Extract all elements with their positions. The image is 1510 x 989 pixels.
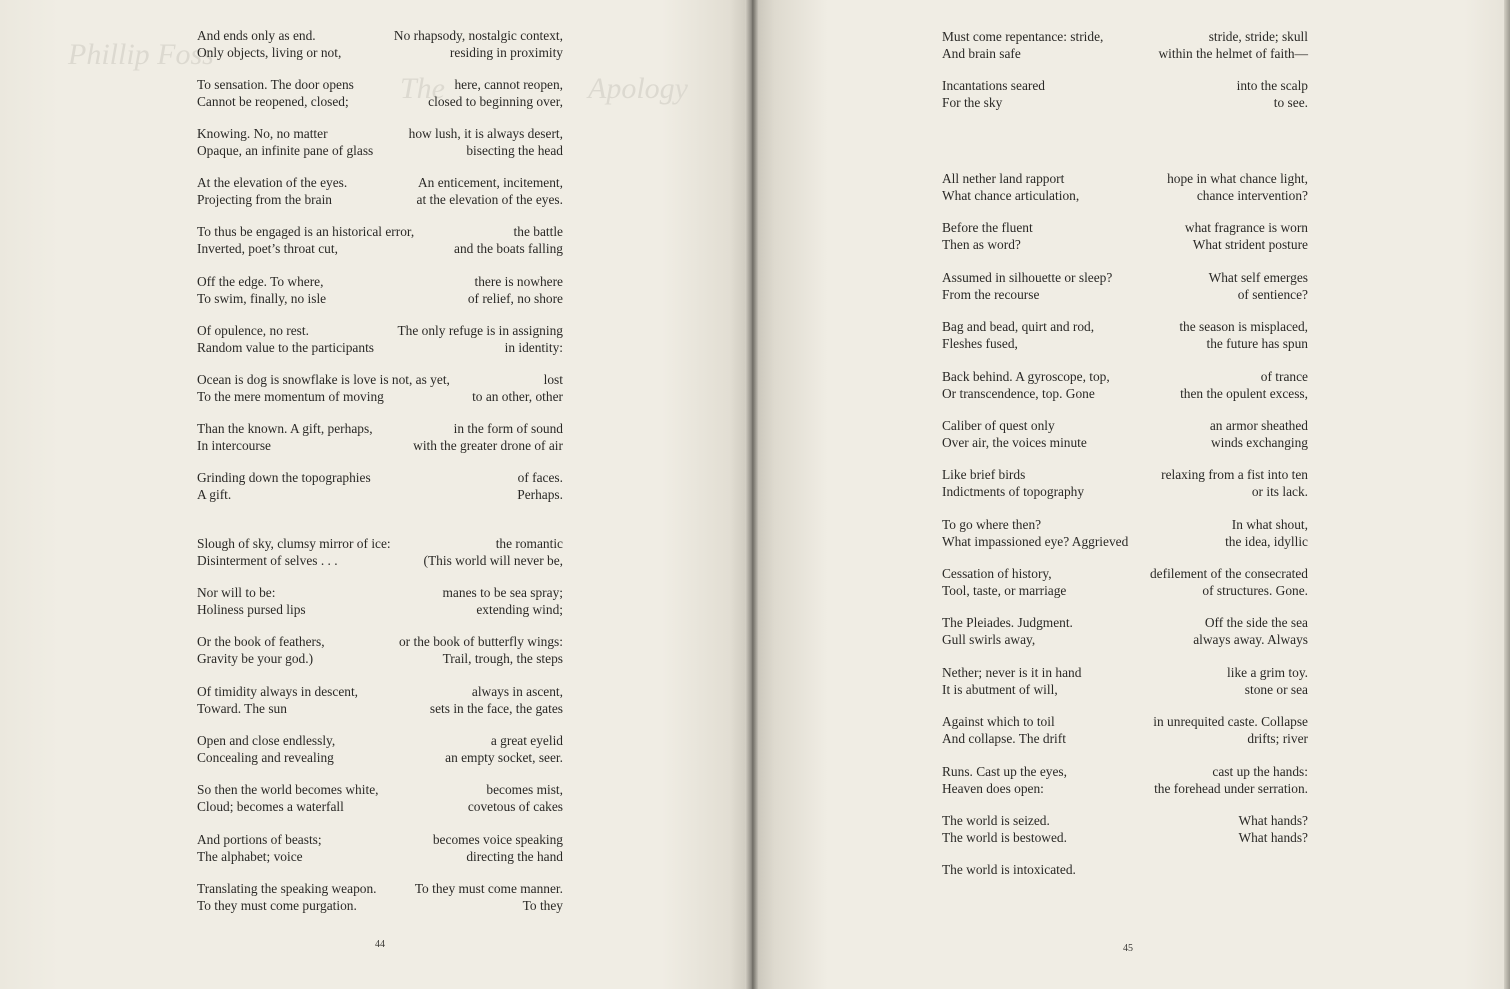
poem-line (942, 861, 1308, 878)
line-right-text: in the form of sound (453, 421, 563, 436)
stanza (942, 664, 1308, 698)
line-right-text: an armor sheathed (1209, 418, 1308, 433)
line-left-text: Ocean is dog is snowflake is love is not, as yet, (197, 372, 450, 387)
line-right-text: the romantic (495, 536, 563, 551)
line-left-text: Nether; never is it in hand (942, 665, 1082, 680)
line-left-text: What impassioned eye? Aggrieved (942, 534, 1129, 549)
stanza (942, 614, 1308, 648)
poem-line (942, 417, 1308, 434)
stanza (942, 318, 1308, 352)
line-right-text: of sentience? (1237, 287, 1308, 302)
line-left-text: Fleshes fused, (942, 336, 1018, 351)
stanza (942, 861, 1308, 878)
stanza (197, 781, 563, 815)
poem-line (197, 240, 563, 257)
show-through-the: The (400, 72, 445, 105)
poem-line (197, 897, 563, 914)
line-right-text: What strident posture (1192, 237, 1308, 252)
poem-line (197, 749, 563, 766)
line-right-text: how lush, it is always desert, (408, 126, 563, 141)
page-edge (1504, 0, 1510, 989)
stanza (942, 516, 1308, 550)
poem-line (942, 286, 1308, 303)
line-right-text: like a grim toy. (1227, 665, 1308, 680)
poem-line (942, 434, 1308, 451)
line-left-text: To they must come purgation. (197, 898, 357, 913)
stanza (197, 584, 563, 618)
poem-line (942, 466, 1308, 483)
poem-line (942, 368, 1308, 385)
line-right-text: In what shout, (1231, 517, 1308, 532)
line-left-text: Than the known. A gift, perhaps, (197, 421, 373, 436)
line-right-text: at the elevation of the eyes. (416, 192, 563, 207)
poem-line (942, 812, 1308, 829)
line-left-text: Concealing and revealing (197, 750, 334, 765)
line-right-text: closed to beginning over, (428, 94, 563, 109)
poem-line (197, 437, 563, 454)
line-left-text: To go where then? (942, 517, 1042, 532)
line-left-text: Tool, taste, or marriage (942, 583, 1067, 598)
poem-line (942, 780, 1308, 797)
poem-line (197, 191, 563, 208)
poem-line (942, 385, 1308, 402)
stanza (197, 27, 563, 61)
line-left-text: Then as word? (942, 237, 1021, 252)
line-left-text: Open and close endlessly, (197, 733, 336, 748)
line-left-text: Must come repentance: stride, (942, 29, 1104, 44)
line-left-text: Knowing. No, no matter (197, 126, 328, 141)
line-left-text: Cessation of history, (942, 566, 1052, 581)
line-left-text: All nether land rapport (942, 171, 1065, 186)
stanza (942, 77, 1308, 111)
poem-line (942, 681, 1308, 698)
poem-line (197, 76, 563, 93)
stanza (197, 322, 563, 356)
stanza (942, 170, 1308, 204)
poem-line (197, 848, 563, 865)
line-right-text: becomes mist, (486, 782, 563, 797)
line-right-text: what fragrance is worn (1184, 220, 1308, 235)
line-right-text: The only refuge is in assigning (397, 323, 563, 338)
line-left-text: Slough of sky, clumsy mirror of ice: (197, 536, 391, 551)
stanza (197, 469, 563, 503)
poem-line (942, 77, 1308, 94)
line-left-text: To swim, finally, no isle (197, 291, 327, 306)
stanza (942, 466, 1308, 500)
line-right-text: the future has spun (1206, 336, 1308, 351)
poem-line (942, 713, 1308, 730)
line-left-text: Bag and bead, quirt and rod, (942, 319, 1095, 334)
line-right-text: of faces. (517, 470, 563, 485)
poem-line (197, 420, 563, 437)
stanza (942, 269, 1308, 303)
poem-line (942, 614, 1308, 631)
poem-line (942, 170, 1308, 187)
line-left-text: Projecting from the brain (197, 192, 332, 207)
poem-line (197, 633, 563, 650)
line-left-text: Against which to toil (942, 714, 1055, 729)
line-left-text: And ends only as end. (197, 28, 316, 43)
poem-line (197, 683, 563, 700)
line-left-text: Opaque, an infinite pane of glass (197, 143, 374, 158)
line-right-text: Perhaps. (517, 487, 563, 502)
stanza (942, 417, 1308, 451)
book-gutter (745, 0, 759, 989)
stanza (197, 683, 563, 717)
poem-line (197, 44, 563, 61)
poem-line (942, 533, 1308, 550)
stanza (197, 273, 563, 307)
show-through-apology: Apology (588, 72, 688, 105)
line-left-text: To sensation. The door opens (197, 77, 354, 92)
line-right-text: chance intervention? (1196, 188, 1308, 203)
line-left-text: At the elevation of the eyes. (197, 175, 348, 190)
line-left-text: What chance articulation, (942, 188, 1080, 203)
poem-line (197, 831, 563, 848)
line-right-text: An enticement, incitement, (417, 175, 563, 190)
poem-line (197, 650, 563, 667)
stanza (942, 565, 1308, 599)
line-right-text: sets in the face, the gates (429, 701, 563, 716)
line-right-text: of trance (1260, 369, 1308, 384)
poem-line (197, 273, 563, 290)
line-left-text: Only objects, living or not, (197, 45, 342, 60)
poem-line (197, 798, 563, 815)
line-left-text: And collapse. The drift (942, 731, 1066, 746)
line-right-text: manes to be sea spray; (442, 585, 563, 600)
show-through-author: Phillip Foss (68, 38, 214, 71)
line-right-text: stone or sea (1244, 682, 1308, 697)
line-right-text: within the helmet of faith— (1158, 46, 1308, 61)
line-left-text: Translating the speaking weapon. (197, 881, 377, 896)
line-left-text: Or transcendence, top. Gone (942, 386, 1095, 401)
line-left-text: Indictments of topography (942, 484, 1085, 499)
line-right-text: Off the side the sea (1204, 615, 1308, 630)
line-right-text: What self emerges (1208, 270, 1308, 285)
line-left-text: Gravity be your god.) (197, 651, 314, 666)
line-right-text: covetous of cakes (467, 799, 563, 814)
line-right-text: What hands? (1238, 830, 1308, 845)
poem-line (197, 486, 563, 503)
poem-line (942, 236, 1308, 253)
poem-line (942, 187, 1308, 204)
poem-line (942, 483, 1308, 500)
poem-line (197, 223, 563, 240)
poem-line (197, 584, 563, 601)
stanza (197, 125, 563, 159)
line-right-text: drifts; river (1247, 731, 1308, 746)
poem-line (942, 829, 1308, 846)
line-left-text: The world is bestowed. (942, 830, 1067, 845)
line-left-text: And brain safe (942, 46, 1021, 61)
stanza (197, 880, 563, 914)
line-right-text: winds exchanging (1210, 435, 1308, 450)
line-left-text: And portions of beasts; (197, 832, 322, 847)
line-left-text: Runs. Cast up the eyes, (942, 764, 1067, 779)
poem-line (197, 290, 563, 307)
poem-line (197, 880, 563, 897)
line-left-text: Gull swirls away, (942, 632, 1036, 647)
line-right-text: the battle (513, 224, 563, 239)
line-right-text: the season is misplaced, (1179, 319, 1308, 334)
line-left-text: Heaven does open: (942, 781, 1044, 796)
poem-line (197, 322, 563, 339)
stanza (942, 219, 1308, 253)
line-left-text: Off the edge. To where, (197, 274, 324, 289)
line-left-text: Over air, the voices minute (942, 435, 1087, 450)
poem-line (942, 664, 1308, 681)
line-left-text: Back behind. A gyroscope, top, (942, 369, 1110, 384)
poem-line (942, 28, 1308, 45)
line-right-text: or its lack. (1251, 484, 1308, 499)
line-left-text: The world is seized. (942, 813, 1050, 828)
line-left-text: Grinding down the topographies (197, 470, 371, 485)
poem-line (197, 125, 563, 142)
line-right-text: (This world will never be, (423, 553, 563, 568)
stanza (197, 76, 563, 110)
line-right-text: to an other, other (472, 389, 563, 404)
stanza (942, 713, 1308, 747)
stanza (197, 535, 563, 569)
poem-line (197, 174, 563, 191)
left-page (0, 0, 752, 989)
line-right-text: cast up the hands: (1212, 764, 1308, 779)
line-right-text: then the opulent excess, (1180, 386, 1308, 401)
poem-line (942, 565, 1308, 582)
poem-line (942, 631, 1308, 648)
line-left-text: To thus be engaged is an historical error, (197, 224, 415, 239)
line-left-text: Disinterment of selves . . . (197, 553, 338, 568)
page-number-left: 44 (375, 939, 385, 950)
poem-line (942, 318, 1308, 335)
stanza (942, 368, 1308, 402)
poem-line (197, 552, 563, 569)
line-left-text: Assumed in silhouette or sleep? (942, 270, 1113, 285)
line-left-text: Holiness pursed lips (197, 602, 306, 617)
line-left-text: To the mere momentum of moving (197, 389, 384, 404)
line-left-text: Nor will to be: (197, 585, 276, 600)
line-left-text: Like brief birds (942, 467, 1026, 482)
line-left-text: Caliber of quest only (942, 418, 1055, 433)
line-right-text: and the boats falling (454, 241, 563, 256)
right-page (752, 0, 1510, 989)
poem-line (197, 339, 563, 356)
line-right-text: bisecting the head (466, 143, 563, 158)
poem-line (942, 335, 1308, 352)
line-right-text: What hands? (1238, 813, 1308, 828)
poem-line (197, 142, 563, 159)
line-left-text: In intercourse (197, 438, 271, 453)
line-left-text: Toward. The sun (197, 701, 287, 716)
line-right-text: defilement of the consecrated (1149, 566, 1308, 581)
poem-line (197, 601, 563, 618)
poem-line (197, 732, 563, 749)
poem-line (942, 730, 1308, 747)
line-right-text: with the greater drone of air (413, 438, 563, 453)
line-right-text: there is nowhere (474, 274, 563, 289)
line-right-text: the idea, idyllic (1225, 534, 1308, 549)
line-right-text: always away. Always (1193, 632, 1308, 647)
line-right-text: or the book of butterfly wings: (398, 634, 563, 649)
line-left-text: Cloud; becomes a waterfall (197, 799, 344, 814)
poem-line (942, 269, 1308, 286)
line-right-text: an empty socket, seer. (445, 750, 563, 765)
line-right-text: To they (522, 898, 563, 913)
poem-line (942, 516, 1308, 533)
line-left-text: From the recourse (942, 287, 1040, 302)
line-right-text: relaxing from a fist into ten (1161, 467, 1308, 482)
line-right-text: always in ascent, (471, 684, 563, 699)
poem-line (942, 94, 1308, 111)
poem-line (197, 371, 563, 388)
stanza (942, 763, 1308, 797)
poem-line (942, 219, 1308, 236)
line-right-text: into the scalp (1236, 78, 1308, 93)
line-left-text: Before the fluent (942, 220, 1033, 235)
line-right-text: a great eyelid (490, 733, 563, 748)
line-right-text: of structures. Gone. (1202, 583, 1308, 598)
poem-line (197, 93, 563, 110)
line-right-text: here, cannot reopen, (454, 77, 563, 92)
line-right-text: of relief, no shore (467, 291, 563, 306)
stanza (942, 28, 1308, 62)
line-left-text: The world is intoxicated. (942, 862, 1076, 877)
line-left-text: Inverted, poet’s throat cut, (197, 241, 338, 256)
line-right-text: hope in what chance light, (1167, 171, 1308, 186)
line-left-text: The Pleiades. Judgment. (942, 615, 1073, 630)
line-right-text: No rhapsody, nostalgic context, (393, 28, 563, 43)
stanza (197, 174, 563, 208)
stanza (197, 732, 563, 766)
poem-line (197, 27, 563, 44)
line-right-text: residing in proximity (449, 45, 563, 60)
stanza (942, 812, 1308, 846)
line-left-text: So then the world becomes white, (197, 782, 379, 797)
line-right-text: the forehead under serration. (1154, 781, 1308, 796)
line-left-text: Of opulence, no rest. (197, 323, 309, 338)
line-right-text: extending wind; (476, 602, 563, 617)
stanza (197, 633, 563, 667)
line-left-text: The alphabet; voice (197, 849, 303, 864)
line-left-text: For the sky (942, 95, 1003, 110)
line-right-text: stride, stride; skull (1208, 29, 1308, 44)
stanza (197, 420, 563, 454)
stanza (197, 223, 563, 257)
poem-line (197, 700, 563, 717)
stanza (197, 371, 563, 405)
line-left-text: A gift. (197, 487, 232, 502)
poem-line (197, 469, 563, 486)
line-right-text: Trail, trough, the steps (442, 651, 563, 666)
line-left-text: Of timidity always in descent, (197, 684, 359, 699)
stanza (197, 831, 563, 865)
poem-line (942, 763, 1308, 780)
poem-line (942, 582, 1308, 599)
line-right-text: in identity: (504, 340, 563, 355)
line-right-text: becomes voice speaking (432, 832, 563, 847)
line-right-text: directing the hand (466, 849, 563, 864)
page-number-right: 45 (1123, 943, 1133, 954)
line-right-text: To they must come manner. (414, 881, 563, 896)
poem-line (197, 388, 563, 405)
line-left-text: Random value to the participants (197, 340, 375, 355)
line-left-text: It is abutment of will, (942, 682, 1058, 697)
line-right-text: to see. (1273, 95, 1308, 110)
poem-line (197, 535, 563, 552)
poem-line (197, 781, 563, 798)
line-right-text: lost (543, 372, 563, 387)
line-left-text: Incantations seared (942, 78, 1045, 93)
line-left-text: Or the book of feathers, (197, 634, 325, 649)
line-left-text: Cannot be reopened, closed; (197, 94, 349, 109)
line-right-text: in unrequited caste. Collapse (1153, 714, 1308, 729)
poem-line (942, 45, 1308, 62)
